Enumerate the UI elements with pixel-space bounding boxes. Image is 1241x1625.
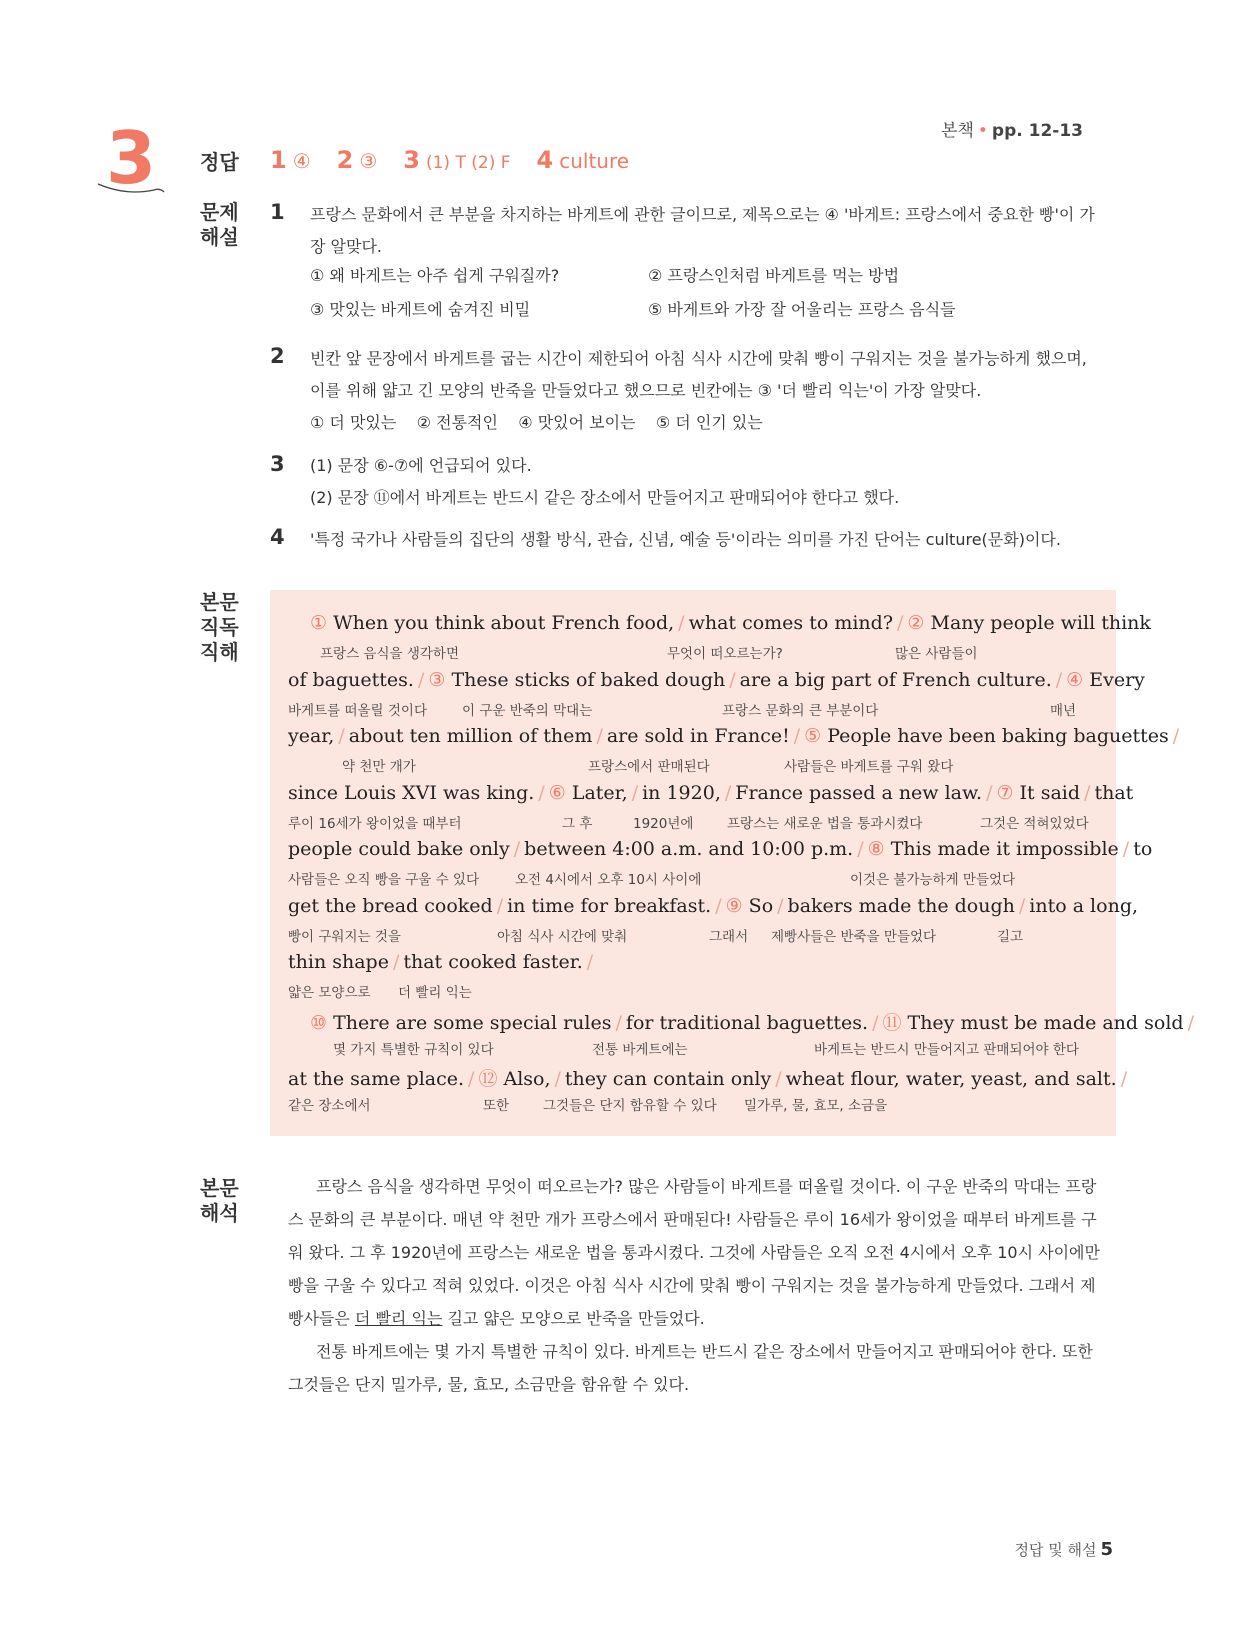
chunk-slash: / (897, 612, 904, 634)
reading-english-chunk: for traditional baguettes. (625, 1011, 869, 1034)
translation-underlined: 더 빨리 익는 (354, 1309, 443, 1328)
chunk-slash: / (715, 894, 722, 917)
sentence-number: ① (310, 612, 334, 634)
translation-paragraph-2: 전통 바게트에는 몇 가지 특별한 규칙이 있다. 바게트는 반드시 같은 장소에서 만들어지고 판매되어야 한다. 또한 그것들은 단지 밀가루, 물, 효모, 소금만을 함유할 수 있다. (288, 1342, 1093, 1394)
chunk-slash: / (1055, 668, 1063, 691)
page-reference-book: 본책 (941, 121, 974, 141)
translation-p1a: 프랑스 음식을 생각하면 무엇이 떠오르는가? 많은 사람들이 바게트를 떠올릴 것이다. 이 구운 반죽의 막대는 프랑스 문화의 큰 부분이다. 매년 약 천만 개가 프랑스에서 판매된다! 사람들은 루이 16세가 왕이었을 때부터 바게트를 구워 왔다. 그 후 1920년에 프랑스는 새로운 법을 통과시켰다. 그것에 사람들은 오직 오전 4시에서 오후 10시 사이에만 빵을 구울 수 있다고 적혀 있었다. 이것은 아침 식사 시간에 맞춰 빵이 구워지는 것을 불가능하게 만들었다. 그래서 제빵사들은 (288, 1177, 1100, 1328)
translation-paragraph-1 (288, 1170, 1100, 1335)
chunk-slash: / (417, 668, 425, 691)
reading-korean-gloss: 빵이 구워지는 것을 (288, 928, 401, 945)
page-reference-dot: • (977, 121, 988, 141)
reading-english-chunk: France passed a new law. (735, 781, 983, 804)
answer-number: 3 (403, 146, 420, 174)
chunk-slash: / (538, 781, 545, 804)
chunk-slash: / (631, 781, 639, 804)
answer-list (270, 146, 655, 174)
reading-korean-gloss: 전통 바게트에는 (592, 1041, 688, 1058)
q4-number: 4 (270, 525, 285, 549)
reading-korean-gloss: 아침 식사 시간에 맞춰 (497, 928, 628, 945)
sentence-text: Also, (503, 1068, 551, 1090)
footer-text: 정답 및 해설 (1014, 1541, 1097, 1559)
reading-english-chunk: people could bake only (288, 838, 510, 860)
reading-english-chunk: thin shape (288, 951, 389, 973)
q1-option: ① 왜 바게트는 아주 쉽게 구워질까? (310, 266, 560, 285)
translation-label: 본문 해석 (200, 1176, 239, 1225)
q1-explanation: 프랑스 문화에서 큰 부분을 차지하는 바게트에 관한 글이므로, 제목으로는 ④ '바게트: 프랑스에서 중요한 빵'이 가장 알맞다. (310, 205, 1095, 256)
sentence-text: Every (1089, 668, 1145, 691)
reading-korean-gloss: 그래서 (709, 928, 749, 945)
reading-korean-gloss: 프랑스 문화의 큰 부분이다 (722, 702, 879, 719)
reading-english-chunk: are a big part of French culture. (739, 668, 1052, 691)
chunk-slash: / (596, 725, 603, 747)
reading-english-chunk: wheat flour, water, yeast, and salt. (785, 1068, 1117, 1090)
reading-korean-gloss: 1920년에 (633, 815, 694, 832)
reading-korean-gloss: 그것은 적혀있었다 (980, 815, 1089, 832)
chunk-slash: / (554, 1068, 561, 1090)
reading-korean-gloss: 길고 (997, 928, 1024, 945)
q1-number: 1 (270, 200, 285, 224)
answer-value: ③ (359, 149, 378, 173)
reading-english-line (310, 1008, 1194, 1035)
reading-english-chunk: that (1094, 781, 1134, 804)
reading-english-chunk: about ten million of them (348, 725, 593, 747)
chunk-slash: / (775, 1068, 782, 1090)
reading-korean-gloss: 프랑스 음식을 생각하면 (320, 646, 459, 662)
reading-korean-gloss: 제빵사들은 반죽을 만들었다 (771, 928, 937, 945)
answer-number: 1 (270, 146, 287, 174)
reading-english-chunk: are sold in France! (606, 725, 790, 747)
chunk-slash: / (777, 894, 784, 917)
reading-korean-gloss: 이것은 불가능하게 만들었다 (850, 872, 1016, 888)
answer-item (536, 146, 630, 174)
sentence-number: ⑦ (996, 781, 1020, 804)
reading-english-chunk: year, (288, 725, 335, 747)
sentence-text: These sticks of baked dough (451, 668, 726, 691)
reading-label: 본문 직독 직해 (200, 590, 239, 664)
chunk-slash: / (496, 894, 504, 917)
sentence-text: There are some special rules (333, 1011, 612, 1034)
section-swoosh-decoration (96, 182, 176, 200)
reading-english-chunk: to (1133, 838, 1153, 860)
chunk-slash: / (1187, 1011, 1194, 1034)
sentence-number: ⑨ (725, 894, 749, 917)
reading-english-chunk (726, 895, 774, 917)
q3-number: 3 (270, 452, 285, 476)
chunk-slash: / (615, 1011, 622, 1034)
answer-item (270, 146, 311, 174)
sentence-text: Many people will think (930, 612, 1151, 634)
q2-options: ① 더 맛있는 ② 전통적인 ④ 맛있어 보이는 ⑤ 더 인기 있는 (310, 413, 763, 432)
answer-value: (1) T (2) F (425, 153, 511, 173)
reading-english-chunk: between 4:00 a.m. and 10:00 p.m. (524, 838, 854, 860)
reading-english-chunk (868, 838, 1119, 860)
reading-english-chunk (310, 1012, 612, 1034)
reading-english-chunk: of baguettes. (288, 668, 414, 691)
answer-item (403, 146, 511, 174)
reading-korean-gloss: 바게트를 떠올릴 것이다 (288, 702, 427, 719)
reading-english-line (288, 668, 1145, 691)
translation-p1b: 길고 얇은 모양으로 반죽을 만들었다. (442, 1309, 705, 1328)
reading-english-line (288, 781, 1134, 804)
sentence-number: ⑥ (548, 781, 572, 804)
q2-number: 2 (270, 344, 285, 368)
reading-english-chunk (428, 669, 725, 691)
reading-korean-gloss: 프랑스는 새로운 법을 통과시켰다 (727, 815, 923, 832)
reading-korean-gloss: 더 빨리 익는 (398, 985, 472, 1001)
answer-value: culture (559, 149, 630, 173)
reading-korean-gloss: 몇 가지 특별한 규칙이 있다 (333, 1041, 494, 1058)
chunk-slash: / (468, 1068, 475, 1090)
reading-english-chunk (996, 782, 1080, 804)
sentence-number: ⑧ (867, 838, 891, 860)
chunk-slash: / (338, 725, 345, 747)
reading-korean-gloss: 밀가루, 물, 효모, 소금을 (744, 1098, 888, 1114)
reading-korean-gloss: 루이 16세가 왕이었을 때부터 (288, 815, 462, 832)
q1-option: ⑤ 바게트와 가장 잘 어울리는 프랑스 음식들 (648, 300, 956, 319)
sentence-text: It said (1019, 781, 1081, 804)
reading-english-chunk: get the bread cooked (288, 894, 493, 917)
sentence-text: Later, (571, 781, 628, 804)
reading-english-chunk: since Louis XVI was king. (288, 781, 535, 804)
sentence-number: ⑪ (882, 1011, 908, 1034)
chunk-slash: / (724, 781, 732, 804)
chunk-slash: / (986, 781, 993, 804)
reading-korean-gloss: 약 천만 개가 (342, 759, 416, 775)
answer-value: ④ (292, 149, 311, 173)
reading-korean-gloss: 그것들은 단지 함유할 수 있다 (543, 1098, 717, 1114)
reading-korean-gloss: 무엇이 떠오르는가? (667, 646, 783, 662)
chunk-slash: / (392, 951, 400, 973)
chunk-slash: / (1122, 838, 1130, 860)
reading-english-chunk: that cooked faster. (403, 951, 583, 973)
reading-korean-gloss: 또한 (483, 1098, 510, 1114)
reading-english-chunk: at the same place. (288, 1068, 465, 1090)
reading-korean-gloss: 얇은 모양으로 (288, 985, 371, 1001)
reading-english-chunk (310, 612, 674, 634)
answer-item (336, 146, 378, 174)
reading-korean-gloss: 매년 (1050, 702, 1077, 719)
reading-english-line (288, 951, 1100, 973)
reading-english-line (288, 725, 1180, 747)
reading-english-chunk: in time for breakfast. (507, 894, 712, 917)
chunk-slash: / (1084, 781, 1091, 804)
sentence-number: ② (907, 612, 931, 634)
explanation-label: 문제 해설 (200, 200, 239, 249)
reading-korean-gloss: 오전 4시에서 오후 10시 사이에 (515, 872, 702, 888)
sentence-text: This made it impossible (890, 838, 1119, 860)
answer-label: 정답 (200, 150, 239, 174)
chunk-slash: / (1172, 725, 1180, 747)
reading-english-line (288, 894, 1139, 917)
reading-korean-gloss: 많은 사람들이 (895, 646, 978, 662)
reading-english-chunk: bakers made the dough (787, 894, 1015, 917)
chunk-slash: / (586, 951, 594, 973)
reading-english-chunk: in 1920, (642, 781, 721, 804)
sentence-text: When you think about French food, (333, 612, 675, 634)
page-reference-pages: pp. 12-13 (991, 121, 1083, 141)
reading-korean-gloss: 그 후 (562, 815, 593, 832)
reading-english-chunk (549, 782, 628, 804)
reading-korean-gloss: 같은 장소에서 (288, 1098, 371, 1114)
reading-korean-gloss: 바게트는 반드시 만들어지고 판매되어야 한다 (814, 1041, 1079, 1058)
section-number: 3 (106, 116, 157, 200)
chunk-slash: / (857, 838, 864, 860)
page-number: 5 (1100, 1539, 1113, 1560)
answer-number: 4 (536, 146, 554, 174)
reading-english-chunk: into a long, (1029, 894, 1139, 917)
reading-korean-gloss: 사람들은 바게트를 구워 왔다 (784, 759, 954, 775)
answer-number: 2 (336, 146, 354, 174)
q2-explanation: 빈칸 앞 문장에서 바게트를 굽는 시간이 제한되어 아침 식사 시간에 맞춰 빵이 구워지는 것을 불가능하게 했으며, 이를 위해 얇고 긴 모양의 반죽을 만들었다고 했으므로 빈칸에는 ③ '더 빨리 익는'이 가장 알맞다. (310, 349, 1087, 400)
reading-english-chunk (804, 725, 1169, 747)
footer (1014, 1539, 1113, 1560)
page-reference (941, 116, 1083, 141)
reading-english-chunk (882, 1012, 1183, 1034)
chunk-slash: / (513, 838, 521, 860)
chunk-slash: / (729, 668, 736, 691)
q3-explanation-2: (2) 문장 ⑪에서 바게트는 반드시 같은 장소에서 만들어지고 판매되어야 한다고 했다. (310, 488, 900, 507)
chunk-slash: / (872, 1011, 879, 1034)
chunk-slash: / (793, 725, 801, 747)
sentence-number: ③ (428, 668, 452, 691)
reading-korean-gloss: 사람들은 오직 빵을 구울 수 있다 (288, 872, 479, 888)
reading-english-chunk (478, 1068, 550, 1090)
reading-english-chunk (1066, 669, 1145, 691)
reading-korean-gloss: 프랑스에서 판매된다 (588, 759, 710, 775)
translation-text (288, 1170, 1100, 1401)
chunk-slash: / (1120, 1068, 1128, 1090)
sentence-number: ⑫ (478, 1068, 504, 1090)
sentence-number: ④ (1066, 668, 1090, 691)
sentence-text: They must be made and sold (907, 1011, 1184, 1034)
reading-korean-gloss: 이 구운 반죽의 막대는 (462, 702, 593, 719)
chunk-slash: / (1018, 894, 1026, 917)
q1-option: ② 프랑스인처럼 바게트를 먹는 방법 (648, 266, 900, 285)
reading-english-chunk: what comes to mind? (688, 612, 894, 634)
sentence-text: So (748, 894, 774, 917)
q4-explanation: '특정 국가나 사람들의 집단의 생활 방식, 관습, 신념, 예술 등'이라는 의미를 가진 단어는 culture(문화)이다. (310, 530, 1061, 549)
reading-english-chunk: they can contain only (564, 1068, 772, 1090)
sentence-number: ⑤ (804, 725, 828, 747)
sentence-number: ⑩ (310, 1011, 334, 1034)
reading-english-chunk (907, 612, 1150, 634)
q3-explanation-1: (1) 문장 ⑥-⑦에 언급되어 있다. (310, 456, 532, 475)
q1-option: ③ 맛있는 바게트에 숨겨진 비밀 (310, 300, 531, 319)
reading-english-line (288, 838, 1153, 860)
chunk-slash: / (678, 612, 685, 634)
sentence-text: People have been baking baguettes (827, 725, 1169, 747)
reading-english-line (310, 612, 1151, 634)
reading-english-line (288, 1064, 1128, 1091)
